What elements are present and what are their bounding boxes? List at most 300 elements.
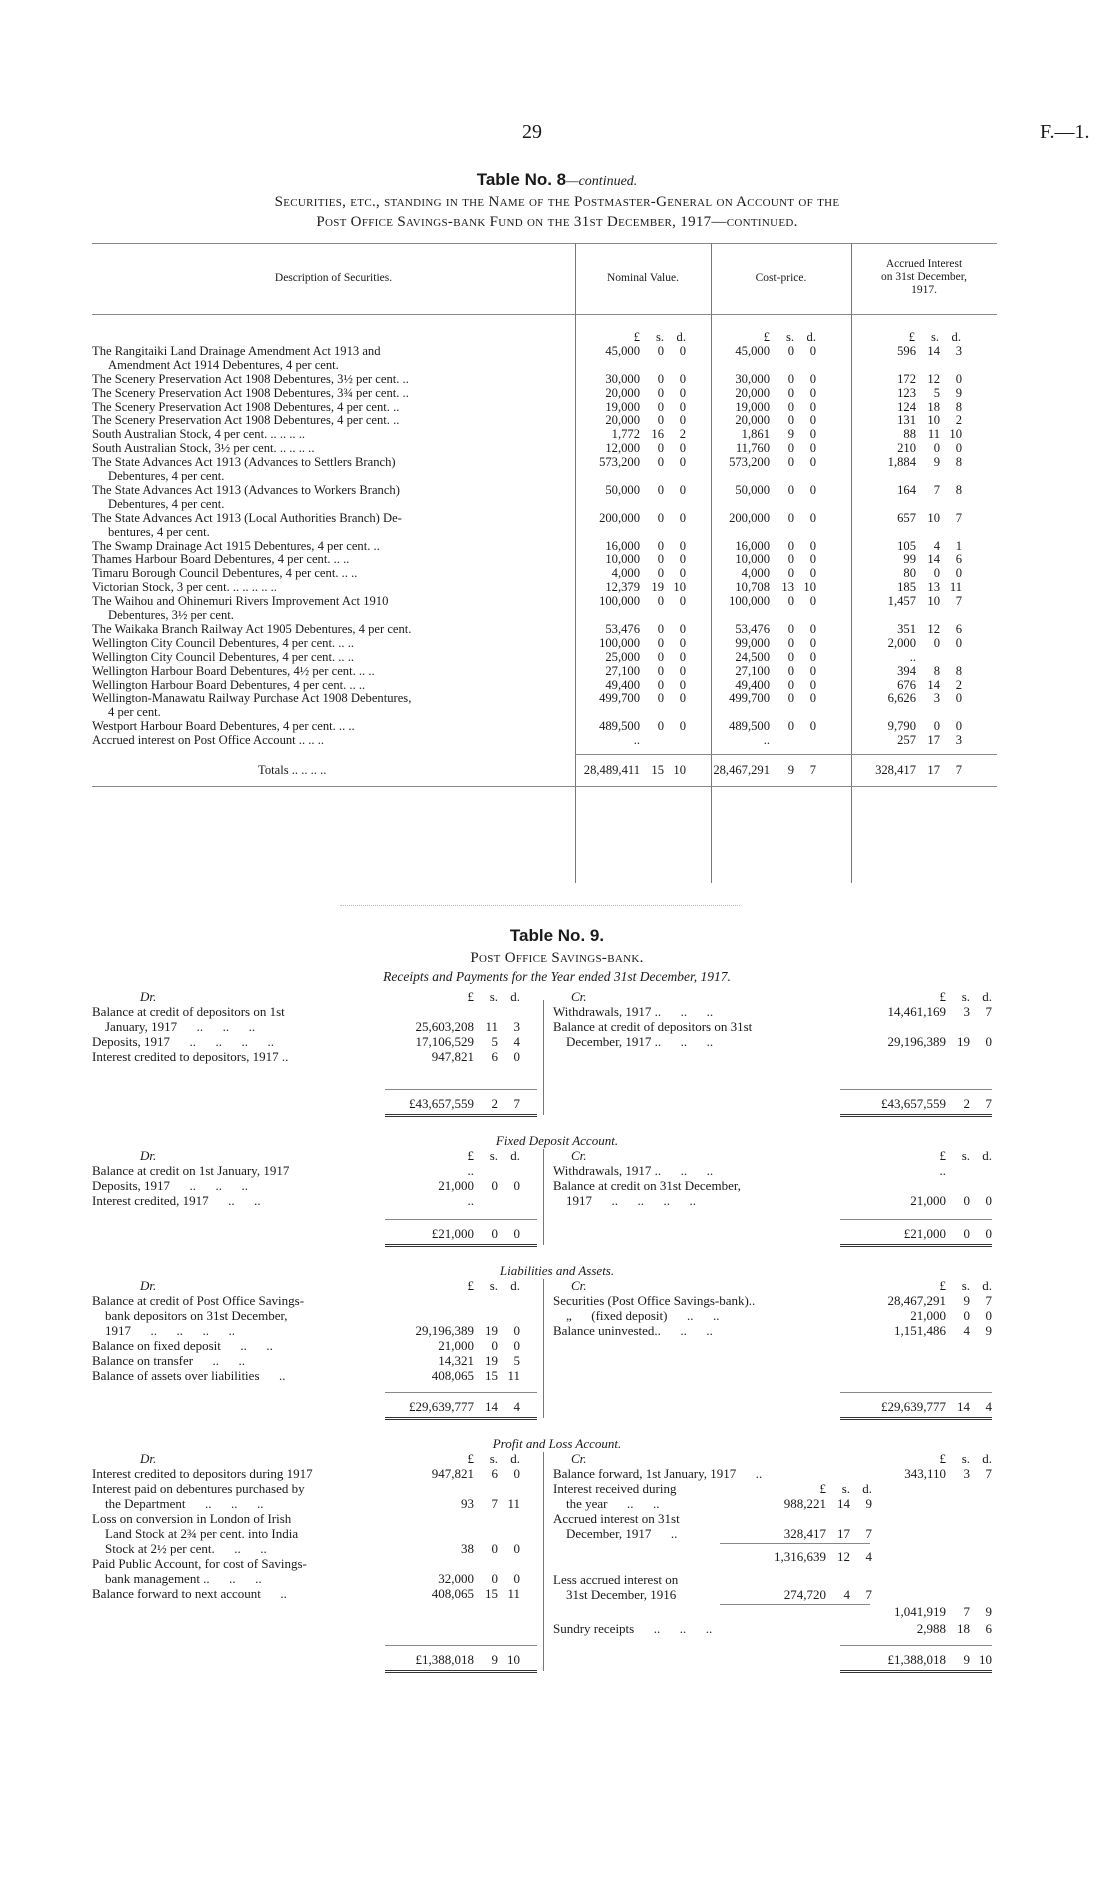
fixed-right-total-pounds: £21,000 xyxy=(903,1226,946,1241)
fixed-right-item: 1917 .. .. .. .. xyxy=(553,1193,696,1208)
cost-pounds: 1,861 xyxy=(741,427,770,442)
cost-shillings: 13 xyxy=(781,580,794,595)
table-row xyxy=(0,734,1114,747)
receipts-left-total-double xyxy=(385,1114,537,1117)
security-description: Thames Harbour Board Debentures, 4 per cent. .. .. xyxy=(92,553,350,567)
pl-net-interest-shillings: 7 xyxy=(963,1604,970,1619)
pl-right-item: December, 1917 .. xyxy=(553,1526,678,1541)
cost-pounds: 49,400 xyxy=(735,677,770,692)
pl-sundry-receipts-pounds: 2,988 xyxy=(916,1621,946,1636)
security-description: The Scenery Preservation Act 1908 Debentures, 4 per cent. .. xyxy=(92,400,400,414)
nominal-pounds: 45,000 xyxy=(605,343,640,358)
liab-left-amount-shillings: 19 xyxy=(485,1353,498,1368)
accrued-pence: 10 xyxy=(949,427,962,442)
accrued-shillings: 3 xyxy=(933,691,940,706)
pl-net-interest-pence: 9 xyxy=(985,1604,992,1619)
security-description: The State Advances Act 1913 (Advances to Workers Branch) xyxy=(92,483,400,497)
accrued-shillings: 12 xyxy=(927,371,940,386)
pl-right-total-shillings: 9 xyxy=(963,1652,970,1667)
nominal-shillings: 0 xyxy=(657,385,664,400)
nominal-pence: 0 xyxy=(679,455,686,470)
table-row xyxy=(0,428,1114,441)
table-row xyxy=(0,595,1114,608)
pl-left-unit-shilling: s. xyxy=(489,1451,498,1466)
pl-right-item: Accrued interest on 31st xyxy=(553,1511,680,1526)
nominal-shillings: 0 xyxy=(657,552,664,567)
accrued-pence: 8 xyxy=(955,455,962,470)
table-row xyxy=(0,567,1114,580)
fixed-right-amount-pounds: 21,000 xyxy=(910,1193,946,1208)
pl-accrued-interest-pence: 7 xyxy=(865,1526,872,1541)
total-cost-shillings: 9 xyxy=(787,763,794,777)
liab-right-amount-shillings: 0 xyxy=(963,1308,970,1323)
pl-left-item: Interest paid on debentures purchased by xyxy=(92,1481,305,1496)
totals-rule xyxy=(575,754,997,755)
col-header-accrued-l2: on 31st December, xyxy=(880,271,968,283)
table-row xyxy=(0,623,1114,636)
unit-pence: d. xyxy=(951,330,961,344)
cost-pence: 0 xyxy=(809,677,816,692)
pl-left-item: Loss on conversion in London of Irish xyxy=(92,1511,292,1526)
security-description-cont: 4 per cent. xyxy=(108,706,161,720)
pl-left-amount-shillings: 15 xyxy=(485,1586,498,1601)
accrued-pence: 8 xyxy=(955,482,962,497)
nominal-pence: 10 xyxy=(673,580,686,595)
nominal-shillings: 0 xyxy=(657,455,664,470)
nominal-pounds: 200,000 xyxy=(599,510,640,525)
pl-subtotal-shillings: 12 xyxy=(837,1549,850,1564)
table-row xyxy=(0,651,1114,664)
nominal-shillings: 0 xyxy=(657,677,664,692)
cost-shillings: 0 xyxy=(787,455,794,470)
liab-right-amount-pounds: 1,151,486 xyxy=(894,1323,946,1338)
receipts-left-total-pounds: £43,657,559 xyxy=(409,1096,474,1111)
table9-subtitle: Post Office Savings-bank. xyxy=(470,950,644,966)
fixed-left-item: Deposits, 1917 .. .. .. xyxy=(92,1178,248,1193)
cost-pence: 0 xyxy=(809,719,816,734)
cost-pence: 0 xyxy=(809,399,816,414)
fixed-left-item: Interest credited, 1917 .. .. xyxy=(92,1193,261,1208)
table-row xyxy=(0,484,1114,497)
nominal-shillings: 0 xyxy=(657,719,664,734)
receipts-cr-label: Cr. xyxy=(571,989,587,1004)
liab-right-amount-pence: 0 xyxy=(985,1308,992,1323)
pl-right-total-pence: 10 xyxy=(979,1652,992,1667)
receipts-left-total-shillings: 2 xyxy=(491,1096,498,1111)
pl-accrued-interest-shillings: 17 xyxy=(837,1526,850,1541)
total-nominal-pence: 10 xyxy=(673,763,686,777)
pl-left-item: Stock at 2½ per cent. .. .. xyxy=(92,1541,267,1556)
nominal-pounds: 25,000 xyxy=(605,649,640,664)
pl-left-item: Interest credited to depositors during 1917 xyxy=(92,1466,313,1481)
nominal-pounds: 49,400 xyxy=(605,677,640,692)
receipts-left-total-pence: 7 xyxy=(513,1096,520,1111)
nominal-pence: 0 xyxy=(679,552,686,567)
receipts-right-unit-pence: d. xyxy=(982,989,992,1004)
liab-divider xyxy=(543,1279,544,1418)
nominal-shillings: 0 xyxy=(657,649,664,664)
cost-pence: 0 xyxy=(809,538,816,553)
col-header-cost: Cost-price. xyxy=(755,272,807,284)
liab-left-amount-pounds: 408,065 xyxy=(431,1368,474,1383)
nominal-shillings: 16 xyxy=(651,427,664,442)
table-row xyxy=(0,665,1114,678)
pl-less-accrued-pence: 7 xyxy=(865,1587,872,1602)
nominal-pounds: 489,500 xyxy=(599,719,640,734)
receipts-right-total-shillings: 2 xyxy=(963,1096,970,1111)
liab-right-total-pence: 4 xyxy=(985,1399,992,1414)
cost-pounds: 10,708 xyxy=(735,580,770,595)
security-description-cont: bentures, 4 per cent. xyxy=(108,525,210,539)
pl-left-amount-shillings: 0 xyxy=(491,1541,498,1556)
pl-net-interest-pounds: 1,041,919 xyxy=(894,1604,946,1619)
cost-pence: 0 xyxy=(809,552,816,567)
table-row xyxy=(0,401,1114,414)
cost-shillings: 9 xyxy=(787,427,794,442)
cost-shillings: 0 xyxy=(787,482,794,497)
pl-dr-label: Dr. xyxy=(140,1451,157,1466)
liab-left-amount-pence: 5 xyxy=(513,1353,520,1368)
liab-right-unit-pound: £ xyxy=(939,1278,946,1293)
accrued-pounds: 6,626 xyxy=(887,691,916,706)
accrued-pence: 0 xyxy=(955,635,962,650)
fixed-left-amount-pence: 0 xyxy=(513,1178,520,1193)
totals-label: Totals .. .. .. .. xyxy=(258,764,327,777)
cost-pounds: 4,000 xyxy=(741,566,770,581)
pl-left-total-double xyxy=(385,1670,537,1673)
nominal-pence: 0 xyxy=(679,538,686,553)
table-row-continuation xyxy=(0,706,1114,719)
liab-left-total-double xyxy=(385,1417,537,1420)
nominal-pence: 0 xyxy=(679,510,686,525)
accrued-shillings: 0 xyxy=(933,441,940,456)
fixed-right-total-shillings: 0 xyxy=(963,1226,970,1241)
total-nominal-pounds: 28,489,411 xyxy=(583,763,640,777)
accrued-pounds: 210 xyxy=(897,441,916,456)
receipts-left-total-rule xyxy=(385,1089,537,1090)
nominal-shillings: 0 xyxy=(657,482,664,497)
table-row xyxy=(0,373,1114,386)
cost-pounds: 10,000 xyxy=(735,552,770,567)
security-description: Timaru Borough Council Debentures, 4 per cent. .. .. xyxy=(92,567,358,581)
receipts-left-amount-pence: 0 xyxy=(513,1049,520,1064)
liab-right-item: Securities (Post Office Savings-bank).. xyxy=(553,1293,756,1308)
accrued-shillings: 10 xyxy=(927,510,940,525)
cost-pence: 0 xyxy=(809,594,816,609)
cost-shillings: 0 xyxy=(787,649,794,664)
liab-left-unit-pound: £ xyxy=(467,1278,474,1293)
receipts-right-total-double xyxy=(840,1114,992,1117)
pl-left-amount-pounds: 947,821 xyxy=(431,1466,474,1481)
liab-left-total-rule xyxy=(385,1392,537,1393)
cost-shillings: 0 xyxy=(787,635,794,650)
cost-pence: 0 xyxy=(809,566,816,581)
liab-left-unit-pence: d. xyxy=(510,1278,520,1293)
table-row-continuation xyxy=(0,470,1114,483)
pl-left-amount-shillings: 0 xyxy=(491,1571,498,1586)
nominal-pence: 0 xyxy=(679,385,686,400)
accrued-pence: 0 xyxy=(955,566,962,581)
security-description-cont: Debentures, 4 per cent. xyxy=(108,470,225,483)
accrued-pence: 8 xyxy=(955,663,962,678)
nominal-pence: 0 xyxy=(679,399,686,414)
cost-shillings: 0 xyxy=(787,538,794,553)
liab-left-unit-shilling: s. xyxy=(489,1278,498,1293)
pl-cr-label: Cr. xyxy=(571,1451,587,1466)
fixed-right-unit-pence: d. xyxy=(982,1148,992,1163)
col-header-accrued-l1: Accrued Interest xyxy=(885,258,963,270)
fixed-left-amount-pounds: .. xyxy=(467,1193,474,1208)
fixed-right-item: Withdrawals, 1917 .. .. .. xyxy=(553,1163,714,1178)
fixed-right-amount-pounds: .. xyxy=(939,1163,946,1178)
cost-pounds: 19,000 xyxy=(735,399,770,414)
total-accrued-shillings: 17 xyxy=(927,763,940,777)
liab-left-item: bank depositors on 31st December, xyxy=(92,1308,288,1323)
cost-pounds: 30,000 xyxy=(735,371,770,386)
receipts-right-amount-pounds: 29,196,389 xyxy=(887,1034,946,1049)
accrued-pence: 6 xyxy=(955,621,962,636)
cost-shillings: 0 xyxy=(787,566,794,581)
pl-left-item: bank management .. .. .. xyxy=(92,1571,262,1586)
liab-left-amount-shillings: 0 xyxy=(491,1338,498,1353)
table-row xyxy=(0,345,1114,358)
security-description: The Waikaka Branch Railway Act 1905 Debentures, 4 per cent. xyxy=(92,622,412,636)
page-number: 29 xyxy=(522,121,542,143)
unit-pound: £ xyxy=(763,330,770,344)
cost-shillings: 0 xyxy=(787,663,794,678)
cost-shillings: 0 xyxy=(787,371,794,386)
liab-left-item: Balance of assets over liabilities .. xyxy=(92,1368,286,1383)
pl-accrued-interest-pounds: 328,417 xyxy=(783,1526,826,1541)
liab-right-unit-pence: d. xyxy=(982,1278,992,1293)
nominal-pence: 0 xyxy=(679,413,686,428)
pl-right-item: Less accrued interest on xyxy=(553,1572,679,1587)
accrued-pence: 2 xyxy=(955,677,962,692)
receipts-right-item: Withdrawals, 1917 .. .. .. xyxy=(553,1004,714,1019)
fixed-right-amount-shillings: 0 xyxy=(963,1193,970,1208)
receipts-right-amount-pence: 7 xyxy=(985,1004,992,1019)
nominal-shillings: 0 xyxy=(657,371,664,386)
pl-inner-unit-pound: £ xyxy=(819,1481,826,1496)
accrued-shillings: 10 xyxy=(927,594,940,609)
col-header-accrued xyxy=(851,258,997,297)
fixed-left-total-pounds: £21,000 xyxy=(431,1226,474,1241)
liab-right-amount-pence: 7 xyxy=(985,1293,992,1308)
table9-period: Receipts and Payments for the Year ended 31st December, 1917. xyxy=(383,969,731,984)
security-description: Wellington City Council Debentures, 4 per cent. .. .. xyxy=(92,650,355,664)
liab-right-unit-shilling: s. xyxy=(961,1278,970,1293)
nominal-pence: 0 xyxy=(679,677,686,692)
accrued-shillings: 9 xyxy=(933,455,940,470)
fixed-right-amount-pence: 0 xyxy=(985,1193,992,1208)
cost-pence: 0 xyxy=(809,343,816,358)
receipts-right-total-pence: 7 xyxy=(985,1096,992,1111)
security-description: Westport Harbour Board Debentures, 4 per cent. .. .. xyxy=(92,720,355,734)
pl-left-total-pence: 10 xyxy=(507,1652,520,1667)
table-row xyxy=(0,456,1114,469)
table8-subtitle-line2: Post Office Savings-bank Fund on the 31st December, 1917—continued. xyxy=(316,214,798,230)
table-row xyxy=(0,637,1114,650)
security-description: The State Advances Act 1913 (Local Authorities Branch) De- xyxy=(92,511,402,525)
accrued-pounds: 657 xyxy=(897,510,916,525)
security-description: Wellington Harbour Board Debentures, 4½ per cent. .. .. xyxy=(92,664,375,678)
receipts-right-item: December, 1917 .. .. .. xyxy=(553,1034,714,1049)
accrued-pence: 6 xyxy=(955,552,962,567)
accrued-shillings: 14 xyxy=(927,677,940,692)
security-description: The Scenery Preservation Act 1908 Debentures, 3¾ per cent. .. xyxy=(92,386,409,400)
pl-left-amount-pounds: 38 xyxy=(461,1541,474,1556)
nominal-shillings: 0 xyxy=(657,343,664,358)
accrued-pence: 8 xyxy=(955,399,962,414)
liab-right-item: Balance uninvested.. .. .. xyxy=(553,1323,713,1338)
cost-pence: 0 xyxy=(809,455,816,470)
pl-left-item: the Department .. .. .. xyxy=(92,1496,264,1511)
pl-left-item: Paid Public Account, for cost of Savings- xyxy=(92,1556,307,1571)
security-description: South Australian Stock, 3½ per cent. .. .. .. .. xyxy=(92,442,315,456)
liab-left-amount-shillings: 19 xyxy=(485,1323,498,1338)
cost-pence: 0 xyxy=(809,482,816,497)
table8-top-rule xyxy=(92,243,997,244)
nominal-shillings: 0 xyxy=(657,566,664,581)
liab-left-item: Balance on transfer .. .. xyxy=(92,1353,246,1368)
fixed-right-total-rule xyxy=(840,1219,992,1220)
table-row xyxy=(0,414,1114,427)
nominal-pounds: .. xyxy=(633,733,640,748)
liab-left-item: Balance on fixed deposit .. .. xyxy=(92,1338,273,1353)
unit-shilling: s. xyxy=(655,330,664,344)
nominal-pence: 0 xyxy=(679,663,686,678)
accrued-pence: 3 xyxy=(955,343,962,358)
pl-right-total-double xyxy=(840,1670,992,1673)
fixed-left-unit-shilling: s. xyxy=(489,1148,498,1163)
nominal-pounds: 16,000 xyxy=(605,538,640,553)
nominal-pounds: 499,700 xyxy=(599,691,640,706)
pl-right-item: the year .. .. xyxy=(553,1496,660,1511)
cost-pounds: 20,000 xyxy=(735,385,770,400)
fixed-heading: Fixed Deposit Account. xyxy=(495,1133,619,1148)
accrued-pounds: 1,457 xyxy=(887,594,916,609)
pl-left-unit-pence: d. xyxy=(510,1451,520,1466)
accrued-shillings: 0 xyxy=(933,719,940,734)
pl-left-amount-pounds: 408,065 xyxy=(431,1586,474,1601)
liab-left-amount-pence: 0 xyxy=(513,1323,520,1338)
cost-pounds: 24,500 xyxy=(735,649,770,664)
total-cost-pounds: 28,467,291 xyxy=(713,763,770,777)
accrued-shillings: 18 xyxy=(927,399,940,414)
pl-left-total-shillings: 9 xyxy=(491,1652,498,1667)
liab-left-item: Balance at credit of Post Office Savings- xyxy=(92,1293,305,1308)
nominal-pounds: 12,379 xyxy=(605,580,640,595)
fixed-left-unit-pound: £ xyxy=(467,1148,474,1163)
pl-left-amount-pence: 11 xyxy=(507,1496,520,1511)
receipts-right-unit-shilling: s. xyxy=(961,989,970,1004)
cost-pence: 0 xyxy=(809,663,816,678)
accrued-shillings: 8 xyxy=(933,663,940,678)
col-header-accrued-l3: 1917. xyxy=(911,284,937,296)
nominal-shillings: 0 xyxy=(657,663,664,678)
section-separator xyxy=(340,905,740,906)
cost-pence: 10 xyxy=(803,580,816,595)
cost-pounds: 16,000 xyxy=(735,538,770,553)
pl-balance-forward-pounds: 343,110 xyxy=(904,1466,946,1481)
nominal-pence: 0 xyxy=(679,621,686,636)
pl-left-total-rule xyxy=(385,1645,537,1646)
pl-right-unit-shilling: s. xyxy=(961,1451,970,1466)
nominal-shillings: 19 xyxy=(651,580,664,595)
pl-subtotal-rule xyxy=(720,1543,870,1544)
receipts-left-amount-pounds: 25,603,208 xyxy=(415,1019,474,1034)
pl-left-item: Balance forward to next account .. xyxy=(92,1586,287,1601)
accrued-pounds: 99 xyxy=(903,552,916,567)
pl-balance-forward-pence: 7 xyxy=(985,1466,992,1481)
table-row xyxy=(0,692,1114,705)
totals-row xyxy=(0,764,1114,777)
fixed-right-unit-pound: £ xyxy=(939,1148,946,1163)
receipts-left-item: January, 1917 .. .. .. xyxy=(92,1019,256,1034)
pl-left-amount-shillings: 7 xyxy=(491,1496,498,1511)
fixed-right-unit-shilling: s. xyxy=(961,1148,970,1163)
liab-left-amount-pounds: 14,321 xyxy=(438,1353,474,1368)
table8-title: Table No. 8—continued. xyxy=(476,170,638,189)
cost-pence: 0 xyxy=(809,427,816,442)
accrued-pence: 7 xyxy=(955,594,962,609)
cost-shillings: 0 xyxy=(787,510,794,525)
liab-dr-label: Dr. xyxy=(140,1278,157,1293)
receipts-right-amount-pounds: 14,461,169 xyxy=(887,1004,946,1019)
accrued-pounds: 105 xyxy=(897,538,916,553)
liab-right-amount-pounds: 21,000 xyxy=(910,1308,946,1323)
receipts-left-unit-pound: £ xyxy=(467,989,474,1004)
cost-shillings: 0 xyxy=(787,677,794,692)
cost-pounds: 27,100 xyxy=(735,663,770,678)
table-row-continuation xyxy=(0,498,1114,511)
nominal-shillings: 0 xyxy=(657,594,664,609)
liab-left-item: 1917 .. .. .. .. xyxy=(92,1323,235,1338)
table-row xyxy=(0,679,1114,692)
receipts-left-unit-pence: d. xyxy=(510,989,520,1004)
accrued-pounds: 676 xyxy=(897,677,916,692)
receipts-right-amount-pence: 0 xyxy=(985,1034,992,1049)
cost-shillings: 0 xyxy=(787,441,794,456)
cost-pounds: 99,000 xyxy=(735,635,770,650)
pl-less-accrued-shillings: 4 xyxy=(843,1587,850,1602)
receipts-left-amount-pence: 3 xyxy=(513,1019,520,1034)
nominal-pence: 0 xyxy=(679,691,686,706)
pl-inner-unit-shilling: s. xyxy=(841,1481,850,1496)
fixed-left-amount-pounds: .. xyxy=(467,1163,474,1178)
fixed-left-total-shillings: 0 xyxy=(491,1226,498,1241)
cost-pence: 0 xyxy=(809,413,816,428)
liab-left-total-pence: 4 xyxy=(513,1399,520,1414)
pl-left-amount-pounds: 93 xyxy=(461,1496,474,1511)
nominal-shillings: 0 xyxy=(657,538,664,553)
security-description: Wellington City Council Debentures, 4 per cent. .. .. xyxy=(92,636,355,650)
fixed-dr-label: Dr. xyxy=(140,1148,157,1163)
pl-left-total-pounds: £1,388,018 xyxy=(415,1652,474,1667)
accrued-shillings: 10 xyxy=(927,413,940,428)
cost-pounds: 489,500 xyxy=(729,719,770,734)
liab-left-total-shillings: 14 xyxy=(485,1399,498,1414)
security-description: The Swamp Drainage Act 1915 Debentures, 4 per cent. .. xyxy=(92,539,380,553)
accrued-pounds: 257 xyxy=(897,733,916,748)
receipts-left-amount-shillings: 11 xyxy=(485,1019,498,1034)
nominal-pence: 0 xyxy=(679,719,686,734)
cost-pounds: 100,000 xyxy=(729,594,770,609)
receipts-left-amount-shillings: 6 xyxy=(491,1049,498,1064)
accrued-pounds: 164 xyxy=(897,482,916,497)
receipts-right-total-pounds: £43,657,559 xyxy=(881,1096,946,1111)
accrued-shillings: 7 xyxy=(933,482,940,497)
